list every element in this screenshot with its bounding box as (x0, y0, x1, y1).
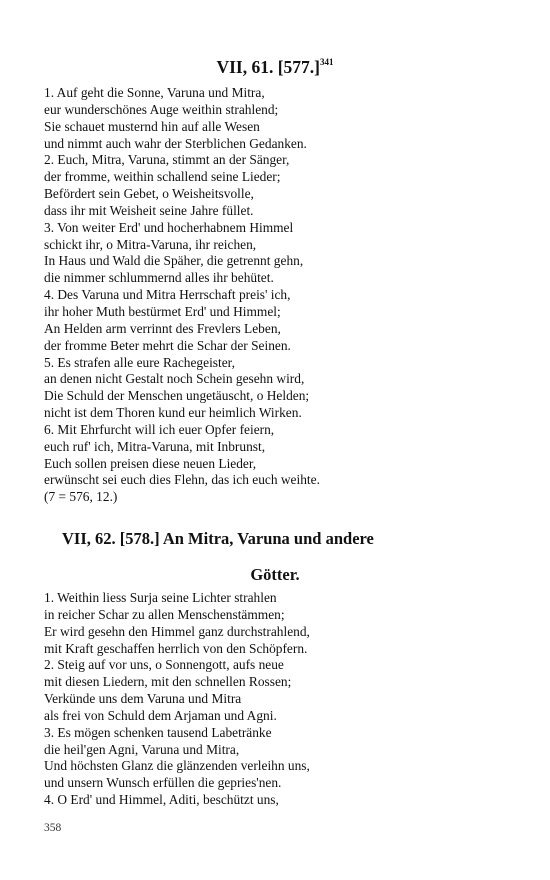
verse-line: 5. Es strafen alle eure Rachegeister, (44, 354, 235, 370)
verse-line: der fromme, weithin schallend seine Lieder; (44, 169, 281, 185)
verse-line: in reicher Schar zu allen Menschenstämmen; (44, 606, 285, 622)
verse-line: die heil'gen Agni, Varuna und Mitra, (44, 741, 240, 757)
verse-line: Euch sollen preisen diese neuen Lieder, (44, 455, 257, 471)
verse-line: 4. O Erd' und Himmel, Aditi, beschützt uns, (44, 792, 279, 808)
footnote-reference: 341 (320, 57, 334, 67)
verse-line: mit diesen Liedern, mit den schnellen Rossen; (44, 674, 292, 690)
verse-line: Befördert sein Gebet, o Weisheitsvolle, (44, 186, 254, 202)
verse-line: Er wird gesehn den Himmel ganz durchstrahlend, (44, 623, 310, 639)
cross-reference-line: (7 = 576, 12.) (44, 489, 118, 505)
verse-line: 4. Des Varuna und Mitra Herrschaft preis' ich, (44, 287, 291, 303)
verse-line: 2. Euch, Mitra, Varuna, stimmt an der Sänger, (44, 152, 290, 168)
verse-line: eur wunderschönes Auge weithin strahlend; (44, 101, 279, 117)
verse-line: 3. Es mögen schenken tausend Labetränke (44, 724, 272, 740)
verse-line: 2. Steig auf vor uns, o Sonnengott, aufs neue (44, 657, 284, 673)
verse-line: Sie schauet musternd hin auf alle Wesen (44, 118, 260, 134)
section-heading-vii-62: VII, 62. [578.] An Mitra, Varuna und andere (62, 529, 374, 548)
verse-line: Die Schuld der Menschen ungetäuscht, o Helden; (44, 388, 310, 404)
verse-line: als frei von Schuld dem Arjaman und Agni. (44, 707, 277, 723)
verse-line: und unsern Wunsch erfüllen die gepries'nen. (44, 775, 282, 791)
page-number: 358 (44, 822, 62, 834)
verse-line: erwünscht sei euch dies Flehn, das ich euch weihte. (44, 472, 320, 488)
verse-line: 6. Mit Ehrfurcht will ich euer Opfer feiern, (44, 421, 275, 437)
verse-line: euch ruf' ich, Mitra-Varuna, mit Inbrunst, (44, 438, 266, 454)
verse-line: Verkünde uns dem Varuna und Mitra (44, 691, 242, 707)
section-heading-vii-61 (0, 56, 550, 78)
verse-line: 3. Von weiter Erd' und hocherhabnem Himmel (44, 219, 294, 235)
verse-line: an denen nicht Gestalt noch Schein gesehn wird, (44, 371, 305, 387)
verse-line: Und höchsten Glanz die glänzenden verleihn uns, (44, 758, 310, 774)
verse-line: schickt ihr, o Mitra-Varuna, ihr reichen, (44, 236, 257, 252)
hymn-text-vii-61 (44, 85, 544, 506)
verse-line: nicht ist dem Thoren kund eur heimlich Wirken. (44, 405, 302, 421)
verse-line: dass ihr mit Weisheit seine Jahre füllet. (44, 202, 254, 218)
verse-line: mit Kraft geschaffen herrlich von den Schöpfern. (44, 640, 308, 656)
verse-line: 1. Auf geht die Sonne, Varuna und Mitra, (44, 85, 265, 100)
section-heading-vii-62-continued: Götter. (250, 565, 300, 584)
verse-line: In Haus und Wald die Späher, die getrennt gehn, (44, 253, 304, 269)
hymn-text-vii-62 (44, 590, 544, 809)
verse-line: und nimmt auch wahr der Sterblichen Gedanken. (44, 135, 307, 151)
verse-line: die nimmer schlummernd alles ihr behütet. (44, 270, 274, 286)
verse-line: der fromme Beter mehrt die Schar der Seinen. (44, 337, 291, 353)
section-heading-text: VII, 61. [577.] (216, 57, 321, 77)
verse-line: 1. Weithin liess Surja seine Lichter strahlen (44, 590, 277, 605)
verse-line: An Helden arm verrinnt des Frevlers Leben, (44, 320, 281, 336)
verse-line: ihr hoher Muth bestürmet Erd' und Himmel; (44, 303, 281, 319)
